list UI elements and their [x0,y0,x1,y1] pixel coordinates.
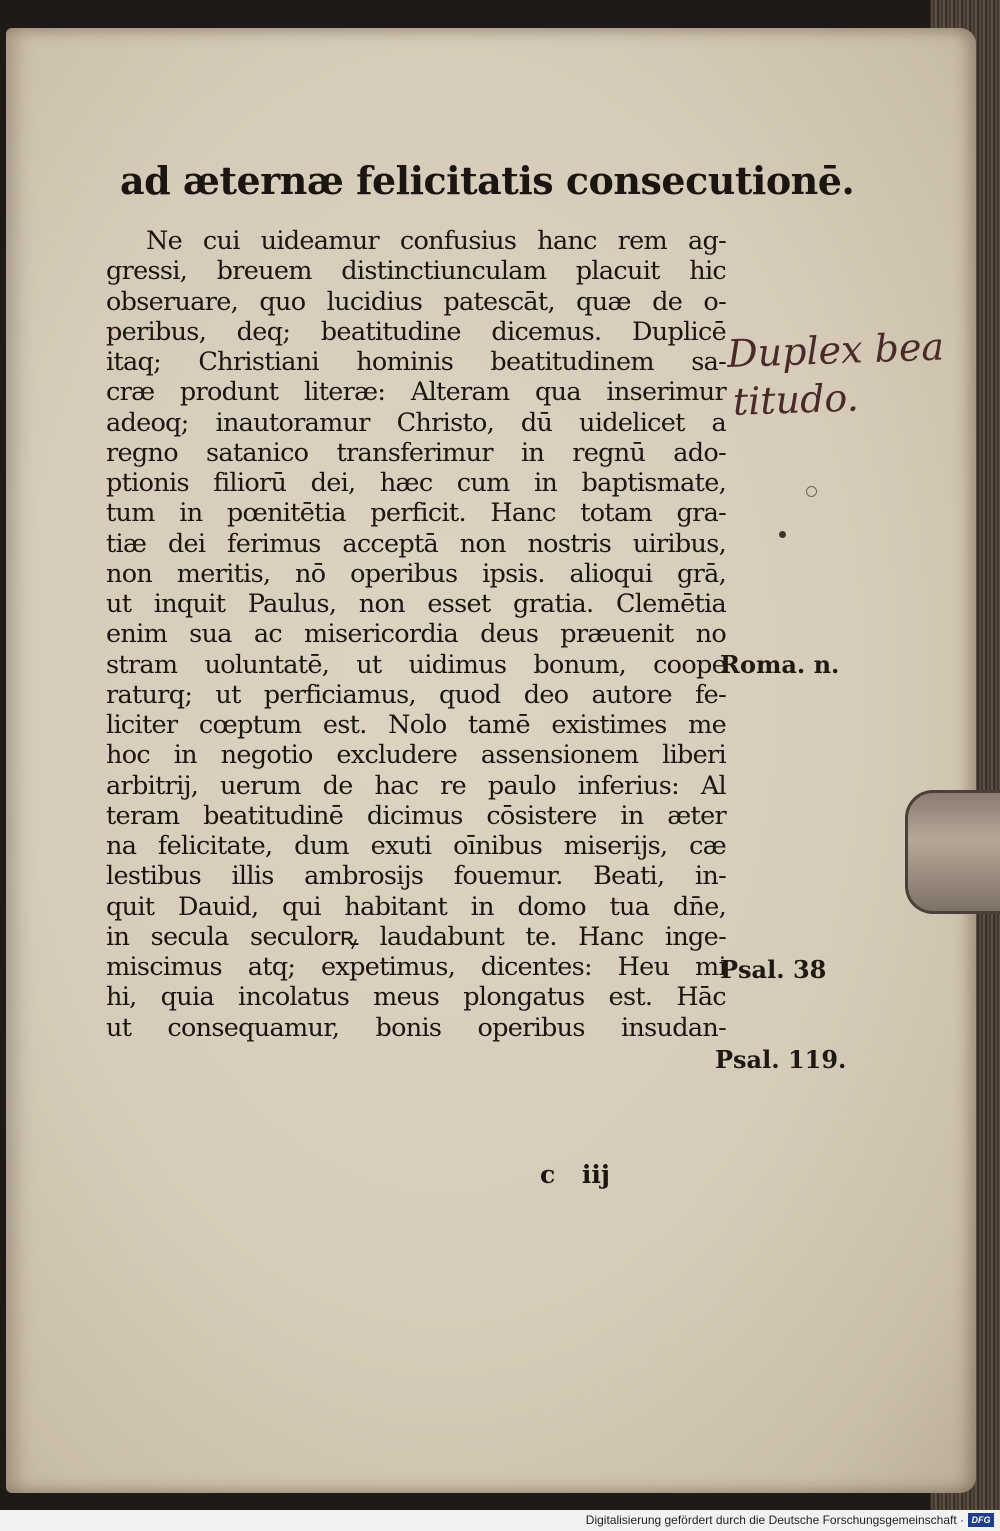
footer-bar [0,1510,1000,1531]
text-line: ptionis filiorū dei, hæc cum in baptismate, [106,468,726,498]
handwritten-annotation [726,322,959,426]
handwritten-line: titudo. [732,375,860,424]
text-line: hi, quia incolatus meus plongatus est. Hāc [106,982,726,1013]
text-line: teram beatitudinē dicimus cōsistere in æter [106,800,726,831]
text-line: non meritis, nō operibus ipsis. alioqui grā, [106,558,726,589]
text-line: ut consequamur, bonis operibus insudan- [106,1012,726,1043]
text-line: obseruare, quo lucidius patescāt, quæ de o- [106,286,726,317]
funding-credit: Digitalisierung gefördert durch die Deutsche Forschungsgemeinschaft · [585,1513,964,1527]
text-line: lestibus illis ambrosijs fouemur. Beati, in- [106,861,726,892]
text-line: enim sua ac misericordia deus præuenit no [106,619,726,650]
signature-mark: c iij [540,1160,610,1189]
text-line: quit Dauid, qui habitant in domo tua dn̄e, [106,891,726,922]
text-line: tum in pœnitētia perficit. Hanc totam gra- [106,498,726,529]
text-line: liciter cœptum est. Nolo tamē existimes me [106,710,726,740]
text-line: na felicitate, dum exuti oīnibus miserijs, cæ [106,831,726,861]
text-line: arbitrij, uerum de hac re paulo inferius: Al [106,770,726,801]
body-text [106,226,726,1043]
marginal-note-psal38: Psal. 38 [720,955,827,984]
paper-speck [806,486,817,497]
text-line: in secula seculorꝶ laudabunt te. Hanc inge- [106,921,726,952]
text-line: itaq; Christiani hominis beatitudinem sa- [106,347,726,377]
text-line: hoc in negotio excludere assensionem liberi [106,740,726,771]
text-line: peribus, deq; beatitudine dicemus. Duplicē [106,316,726,347]
handwritten-line: Duplex bea [726,324,945,377]
text-line: gressi, breuem distinctiunculam placuit hic [106,256,726,287]
marginal-note-psal119: Psal. 119. [715,1045,847,1074]
text-line: raturq; ut perficiamus, quod deo autore fe- [106,679,726,710]
text-line: cræ produnt literæ: Alteram qua inserimur [106,377,726,408]
text-line: tiæ dei ferimus acceptā non nostris uiribus, [106,528,726,559]
text-line: stram uoluntatē, ut uidimus bonum, coope [106,649,726,680]
paper-speck [779,531,786,538]
text-line: Ne cui uideamur confusius hanc rem ag- [146,226,726,256]
text-line: adeoq; inautoramur Christo, dū uidelicet a [106,407,726,438]
text-line: miscimus atq; expetimus, dicentes: Heu mi [106,952,726,982]
book-clasp [905,790,1000,914]
text-line: regno satanico transferimur in regnū ado- [106,437,726,468]
running-title: ad æternæ felicitatis consecutionē. [120,158,855,203]
text-line: ut inquit Paulus, non esset gratia. Clemētia [106,589,726,619]
dfg-logo-icon: DFG [968,1513,994,1527]
marginal-note-roma: Roma. n. [720,650,840,679]
